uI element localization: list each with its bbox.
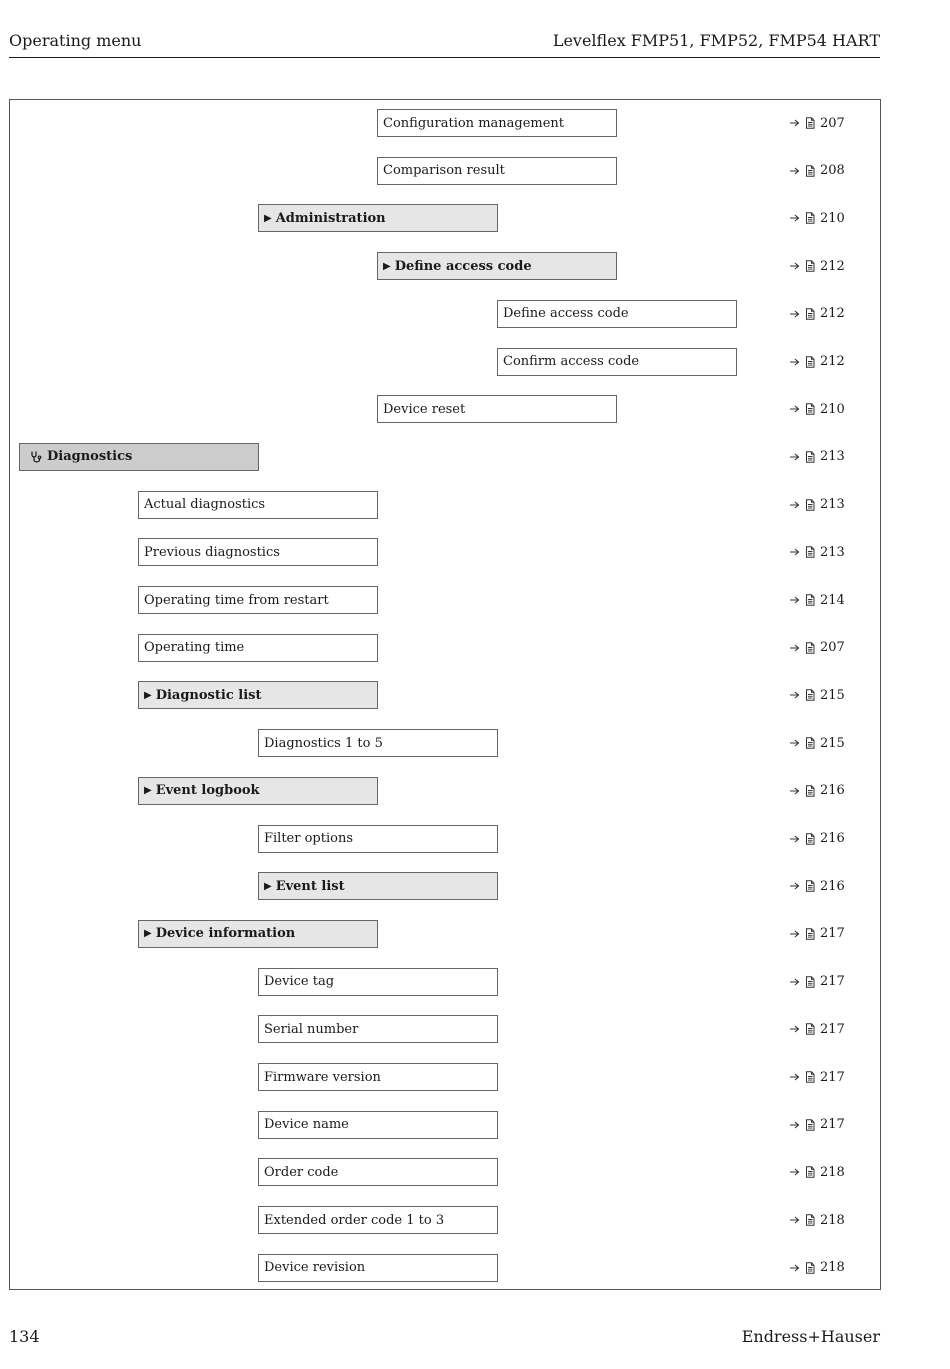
menu-row: [10, 1158, 880, 1186]
menu-item-label: Define access code: [503, 306, 629, 322]
page-reference: [789, 920, 845, 948]
page-number-ref: 216: [820, 878, 845, 894]
page-reference: [789, 1158, 845, 1186]
page-number-ref: 215: [820, 735, 845, 751]
arrow-right-icon: [789, 309, 800, 319]
page-reference: [789, 1015, 845, 1043]
menu-row: [10, 634, 880, 662]
menu-row: [10, 252, 880, 280]
menu-item-label: Event list: [275, 878, 345, 894]
menu-row: [10, 443, 880, 471]
menu-parameter-box: [497, 300, 737, 328]
menu-tree-frame: [9, 99, 881, 1290]
page-number-ref: 207: [820, 115, 845, 131]
menu-submenu-box: [258, 872, 498, 900]
page-number-ref: 218: [820, 1212, 845, 1228]
document-icon: [804, 356, 816, 368]
submenu-triangle-icon: ▶: [144, 785, 152, 797]
page-reference: [789, 1206, 845, 1234]
menu-item-label: Serial number: [264, 1021, 359, 1037]
menu-row: [10, 872, 880, 900]
arrow-right-icon: [789, 452, 800, 462]
menu-row: [10, 1063, 880, 1091]
document-icon: [804, 403, 816, 415]
page-reference: [789, 252, 845, 280]
page-number-ref: 213: [820, 449, 845, 465]
arrow-right-icon: [789, 213, 800, 223]
submenu-triangle-icon: ▶: [383, 260, 391, 272]
menu-row: [10, 920, 880, 948]
arrow-right-icon: [789, 595, 800, 605]
document-icon: [804, 689, 816, 701]
document-icon: [804, 308, 816, 320]
menu-parameter-box: [138, 586, 378, 614]
document-icon: [804, 737, 816, 749]
document-icon: [804, 165, 816, 177]
menu-row: [10, 777, 880, 805]
page-reference: [789, 1111, 845, 1139]
page-reference: [789, 443, 845, 471]
menu-parameter-box: [258, 1254, 498, 1282]
document-icon: [804, 880, 816, 892]
page-number-ref: 215: [820, 687, 845, 703]
arrow-right-icon: [789, 786, 800, 796]
menu-submenu-box: [258, 204, 498, 232]
menu-row: [10, 681, 880, 709]
menu-row: [10, 395, 880, 423]
document-icon: [804, 1214, 816, 1226]
document-icon: [804, 785, 816, 797]
menu-row: [10, 1111, 880, 1139]
page-reference: [789, 157, 845, 185]
menu-item-label: Order code: [264, 1164, 339, 1180]
arrow-right-icon: [789, 690, 800, 700]
menu-parameter-box: [258, 1206, 498, 1234]
page-reference: [789, 300, 845, 328]
page-number-ref: 217: [820, 1069, 845, 1085]
stethoscope-icon: [29, 450, 43, 464]
menu-item-label: Diagnostic list: [155, 687, 262, 703]
menu-submenu-box: [138, 920, 378, 948]
document-icon: [804, 833, 816, 845]
page-number-ref: 213: [820, 544, 845, 560]
menu-item-label: Comparison result: [383, 163, 505, 179]
menu-parameter-box: [258, 968, 498, 996]
page-reference: [789, 777, 845, 805]
document-icon: [804, 499, 816, 511]
menu-parameter-box: [138, 491, 378, 519]
page-reference: [789, 109, 845, 137]
menu-parameter-box: [258, 1158, 498, 1186]
menu-item-label: Device information: [155, 926, 296, 942]
menu-item-label: Device tag: [264, 974, 335, 990]
page-number-ref: 207: [820, 640, 845, 656]
menu-item-label: Actual diagnostics: [144, 497, 266, 513]
menu-parameter-box: [138, 538, 378, 566]
document-icon: [804, 117, 816, 129]
menu-row: [10, 157, 880, 185]
document-icon: [804, 1023, 816, 1035]
page-reference: [789, 681, 845, 709]
arrow-right-icon: [789, 261, 800, 271]
menu-row: [10, 491, 880, 519]
page-reference: [789, 1063, 845, 1091]
page-number-ref: 218: [820, 1164, 845, 1180]
menu-item-label: Configuration management: [383, 115, 565, 131]
running-header-section: Operating menu: [9, 31, 142, 50]
page-number-ref: 208: [820, 163, 845, 179]
page-number-ref: 216: [820, 783, 845, 799]
menu-row: [10, 1254, 880, 1282]
page-number-ref: 212: [820, 258, 845, 274]
menu-parameter-box: [138, 634, 378, 662]
document-icon: [804, 1071, 816, 1083]
page-reference: [789, 395, 845, 423]
brand-footer: Endress+Hauser: [741, 1327, 880, 1346]
menu-item-label: Diagnostics 1 to 5: [264, 735, 383, 751]
arrow-right-icon: [789, 977, 800, 987]
menu-parameter-box: [258, 1015, 498, 1043]
menu-row: [10, 348, 880, 376]
page-number-ref: 217: [820, 1117, 845, 1133]
menu-item-label: Administration: [275, 210, 386, 226]
arrow-right-icon: [789, 1120, 800, 1130]
page-number-ref: 218: [820, 1260, 845, 1276]
menu-row: [10, 968, 880, 996]
menu-row: [10, 300, 880, 328]
menu-item-label: Device name: [264, 1117, 349, 1133]
page-reference: [789, 491, 845, 519]
document-icon: [804, 546, 816, 558]
menu-parameter-box: [497, 348, 737, 376]
menu-item-label: Previous diagnostics: [144, 544, 280, 560]
arrow-right-icon: [789, 881, 800, 891]
page-reference: [789, 825, 845, 853]
menu-row: [10, 729, 880, 757]
menu-item-label: Operating time: [144, 640, 245, 656]
page-reference: [789, 538, 845, 566]
menu-parameter-box: [258, 729, 498, 757]
menu-top-box: [19, 443, 259, 471]
menu-item-label: Device reset: [383, 401, 466, 417]
document-icon: [804, 260, 816, 272]
page-number-ref: 217: [820, 1021, 845, 1037]
arrow-right-icon: [789, 547, 800, 557]
menu-parameter-box: [377, 109, 617, 137]
submenu-triangle-icon: ▶: [264, 212, 272, 224]
arrow-right-icon: [789, 1024, 800, 1034]
menu-item-label: Device revision: [264, 1260, 366, 1276]
menu-row: [10, 825, 880, 853]
menu-row: [10, 1015, 880, 1043]
page-reference: [789, 968, 845, 996]
arrow-right-icon: [789, 500, 800, 510]
header-rule: [9, 57, 880, 58]
page-number-ref: 210: [820, 210, 845, 226]
page-number-ref: 214: [820, 592, 845, 608]
page-number-ref: 217: [820, 974, 845, 990]
menu-row: [10, 586, 880, 614]
menu-row: [10, 204, 880, 232]
menu-submenu-box: [138, 777, 378, 805]
menu-item-label: Event logbook: [155, 783, 260, 799]
menu-row: [10, 538, 880, 566]
menu-parameter-box: [258, 1111, 498, 1139]
menu-parameter-box: [258, 825, 498, 853]
arrow-right-icon: [789, 1167, 800, 1177]
page-number-ref: 217: [820, 926, 845, 942]
page-reference: [789, 586, 845, 614]
menu-parameter-box: [377, 157, 617, 185]
page-reference: [789, 634, 845, 662]
arrow-right-icon: [789, 1072, 800, 1082]
menu-item-label: Operating time from restart: [144, 592, 329, 608]
page-reference: [789, 872, 845, 900]
page-number-ref: 210: [820, 401, 845, 417]
document-icon: [804, 642, 816, 654]
arrow-right-icon: [789, 1215, 800, 1225]
page-reference: [789, 204, 845, 232]
document-icon: [804, 1119, 816, 1131]
arrow-right-icon: [789, 166, 800, 176]
arrow-right-icon: [789, 357, 800, 367]
menu-item-label: Confirm access code: [503, 354, 640, 369]
page-number-ref: 213: [820, 497, 845, 513]
document-icon: [804, 976, 816, 988]
page-number-ref: 216: [820, 831, 845, 846]
document-icon: [804, 451, 816, 463]
menu-item-label: Extended order code 1 to 3: [264, 1212, 445, 1228]
page-reference: [789, 1254, 845, 1282]
menu-item-label: Filter options: [264, 831, 354, 846]
page-reference: [789, 729, 845, 757]
menu-parameter-box: [258, 1063, 498, 1091]
menu-item-label: Define access code: [394, 258, 532, 274]
arrow-right-icon: [789, 1263, 800, 1273]
document-icon: [804, 928, 816, 940]
arrow-right-icon: [789, 834, 800, 844]
page-number-ref: 212: [820, 354, 845, 369]
menu-item-label: Diagnostics: [47, 449, 133, 465]
document-icon: [804, 1262, 816, 1274]
running-header-product: Levelflex FMP51, FMP52, FMP54 HART: [552, 31, 880, 50]
arrow-right-icon: [789, 404, 800, 414]
submenu-triangle-icon: ▶: [264, 880, 272, 892]
page-number-ref: 212: [820, 306, 845, 322]
document-icon: [804, 212, 816, 224]
menu-submenu-box: [377, 252, 617, 280]
page-number: 134: [9, 1327, 40, 1346]
arrow-right-icon: [789, 738, 800, 748]
arrow-right-icon: [789, 929, 800, 939]
arrow-right-icon: [789, 118, 800, 128]
page-reference: [789, 348, 845, 376]
menu-row: [10, 1206, 880, 1234]
submenu-triangle-icon: ▶: [144, 928, 152, 940]
menu-submenu-box: [138, 681, 378, 709]
menu-item-label: Firmware version: [264, 1069, 381, 1085]
submenu-triangle-icon: ▶: [144, 689, 152, 701]
menu-row: [10, 109, 880, 137]
document-icon: [804, 594, 816, 606]
menu-parameter-box: [377, 395, 617, 423]
document-icon: [804, 1166, 816, 1178]
arrow-right-icon: [789, 643, 800, 653]
